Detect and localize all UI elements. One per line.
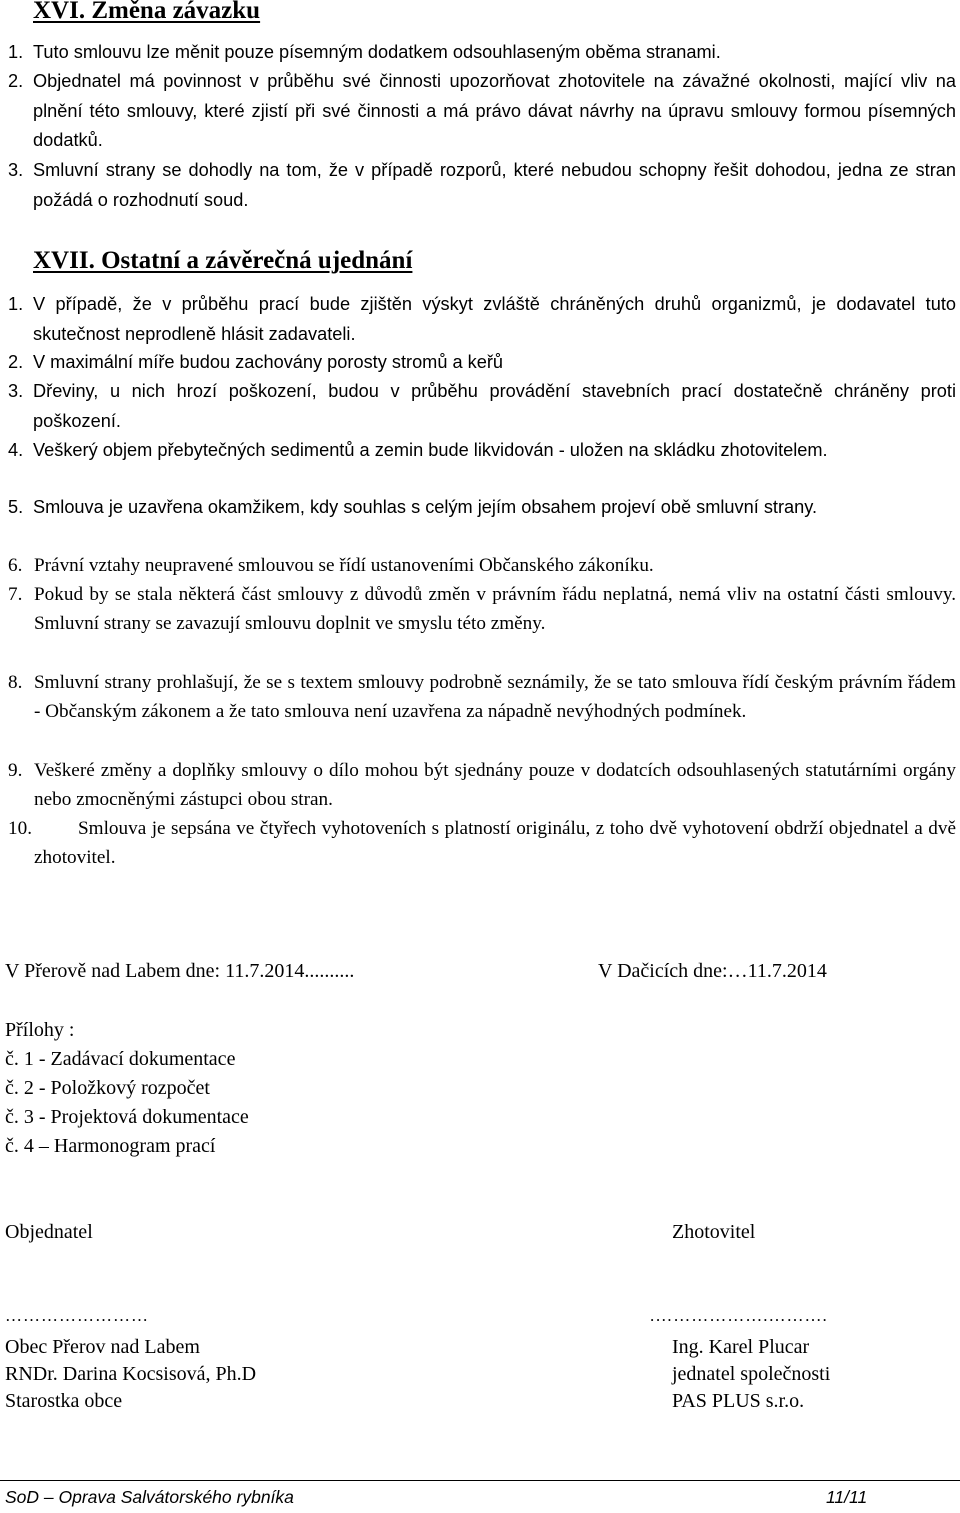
item-number: 4. <box>8 440 24 460</box>
footer-title: SoD – Oprava Salvátorského rybníka <box>5 1487 294 1507</box>
footer-page-number: 11/11 <box>826 1487 868 1507</box>
item-number: 8. <box>8 672 23 693</box>
item-number: 2. <box>8 352 24 372</box>
item-number: 2. <box>8 71 24 91</box>
signature-left-line-3: Starostka obce <box>5 1390 123 1412</box>
section-17-item-1 <box>4 290 956 349</box>
attachment-item-2: č. 2 - Položkový rozpočet <box>5 1077 210 1099</box>
item-text: Smluvní strany se dohodly na tom, že v případě rozporů, které nebudou schopny řešit dohodou, jedna ze stran požádá o rozhodnutí soud. <box>33 160 956 210</box>
item-text: Objednatel má povinnost v průběhu své činnosti upozorňovat zhotovitele na závažné okolnosti, mající vliv na plnění této smlouvy, které zjistí při své činnosti a má právo dávat návrhy na úpravu smlouvy formou písemných dodatků. <box>33 71 956 150</box>
section-16-item-1 <box>4 38 956 68</box>
item-text: Tuto smlouvu lze měnit pouze písemným dodatkem odsouhlaseným oběma stranami. <box>33 42 721 62</box>
signature-right-line-1: Ing. Karel Plucar <box>672 1336 810 1358</box>
section-17-item-4 <box>4 436 956 466</box>
item-text: V maximální míře budou zachovány porosty stromů a keřů <box>33 352 504 372</box>
item-text: Právní vztahy neupravené smlouvou se řídí ustanoveními Občanského zákoníku. <box>34 555 654 576</box>
item-text: Pokud by se stala některá část smlouvy z důvodů změn v právním řádu neplatná, nemá vliv na ostatní části smlouvy. Smluvní strany se zavazují smlouvu doplnit ve smyslu této změny. <box>34 584 956 635</box>
signature-right-role: Zhotovitel <box>672 1221 756 1243</box>
item-text: V případě, že v průběhu prací bude zjištěn výskyt zvláště chráněných druhů organizmů, je dodavatel tuto skutečnost neprodleně hlásit zadavateli. <box>33 294 956 344</box>
section-17-item-3 <box>4 377 956 436</box>
section-17-item-10 <box>4 814 956 873</box>
section-16-item-2 <box>4 67 956 156</box>
item-text: Veškerý objem přebytečných sedimentů a zemin bude likvidován - uložen na skládku zhotovitelem. <box>33 440 828 460</box>
signature-left-line-2: RNDr. Darina Kocsisová, Ph.D <box>5 1363 257 1385</box>
item-number: 7. <box>8 584 23 605</box>
attachment-item-3: č. 3 - Projektová dokumentace <box>5 1106 249 1128</box>
item-text: Dřeviny, u nich hrozí poškození, budou v průběhu provádění stavebních prací dostatečně chráněny proti poškození. <box>33 381 956 431</box>
section-17-item-2 <box>4 348 956 378</box>
signature-right-line-3: PAS PLUS s.r.o. <box>672 1390 805 1412</box>
signature-left-dots: …………………… <box>5 1306 149 1325</box>
section-17-item-7 <box>4 580 956 639</box>
attachment-item-1: č. 1 - Zadávací dokumentace <box>5 1048 236 1070</box>
item-text: Veškeré změny a doplňky smlouvy o dílo mohou být sjednány pouze v dodatcích odsouhlasených statutárními orgány nebo zmocněnými zástupci obou stran. <box>34 760 956 811</box>
section-17-item-9 <box>4 756 956 815</box>
attachments-label: Přílohy : <box>5 1019 75 1041</box>
section-16-item-3 <box>4 156 956 215</box>
item-text: Smluvní strany prohlašují, že se s textem smlouvy podrobně seznámily, že se tato smlouva řídí českým právním řádem - Občanským zákonem a že tato smlouva není uzavřena za nápadně nevýhodných podmínek. <box>34 672 956 723</box>
item-number: 10. <box>8 818 32 839</box>
signature-right-line-2: jednatel společnosti <box>672 1363 831 1385</box>
item-text: Smlouva je sepsána ve čtyřech vyhotoveních s platností originálu, z toho dvě vyhotovení obdrží objednatel a dvě zhotovitel. <box>34 818 956 869</box>
signature-left-role: Objednatel <box>5 1221 93 1243</box>
section-17-heading: XVII. Ostatní a závěrečná ujednání <box>33 247 413 274</box>
attachment-item-4: č. 4 – Harmonogram prací <box>5 1135 216 1157</box>
item-number: 1. <box>8 294 24 314</box>
signing-place-date-right: V Dačicích dne:…11.7.2014 <box>598 960 827 982</box>
signature-left-line-1: Obec Přerov nad Labem <box>5 1336 200 1358</box>
item-text: Smlouva je uzavřena okamžikem, kdy souhlas s celým jejím obsahem projeví obě smluvní strany. <box>33 497 818 517</box>
item-number: 9. <box>8 760 23 781</box>
section-17-item-6 <box>4 551 956 580</box>
section-16-heading: XVI. Změna závazku <box>33 0 261 24</box>
signature-right-dots: .……………….………. <box>650 1306 828 1325</box>
section-17-item-5 <box>4 493 956 523</box>
signing-place-date-left: V Přerově nad Labem dne: 11.7.2014.......... <box>5 960 355 982</box>
item-number: 3. <box>8 381 24 401</box>
footer-rule <box>0 1480 960 1481</box>
section-17-item-8 <box>4 668 956 727</box>
item-number: 1. <box>8 42 24 62</box>
item-number: 5. <box>8 497 24 517</box>
item-number: 3. <box>8 160 24 180</box>
item-number: 6. <box>8 555 23 576</box>
